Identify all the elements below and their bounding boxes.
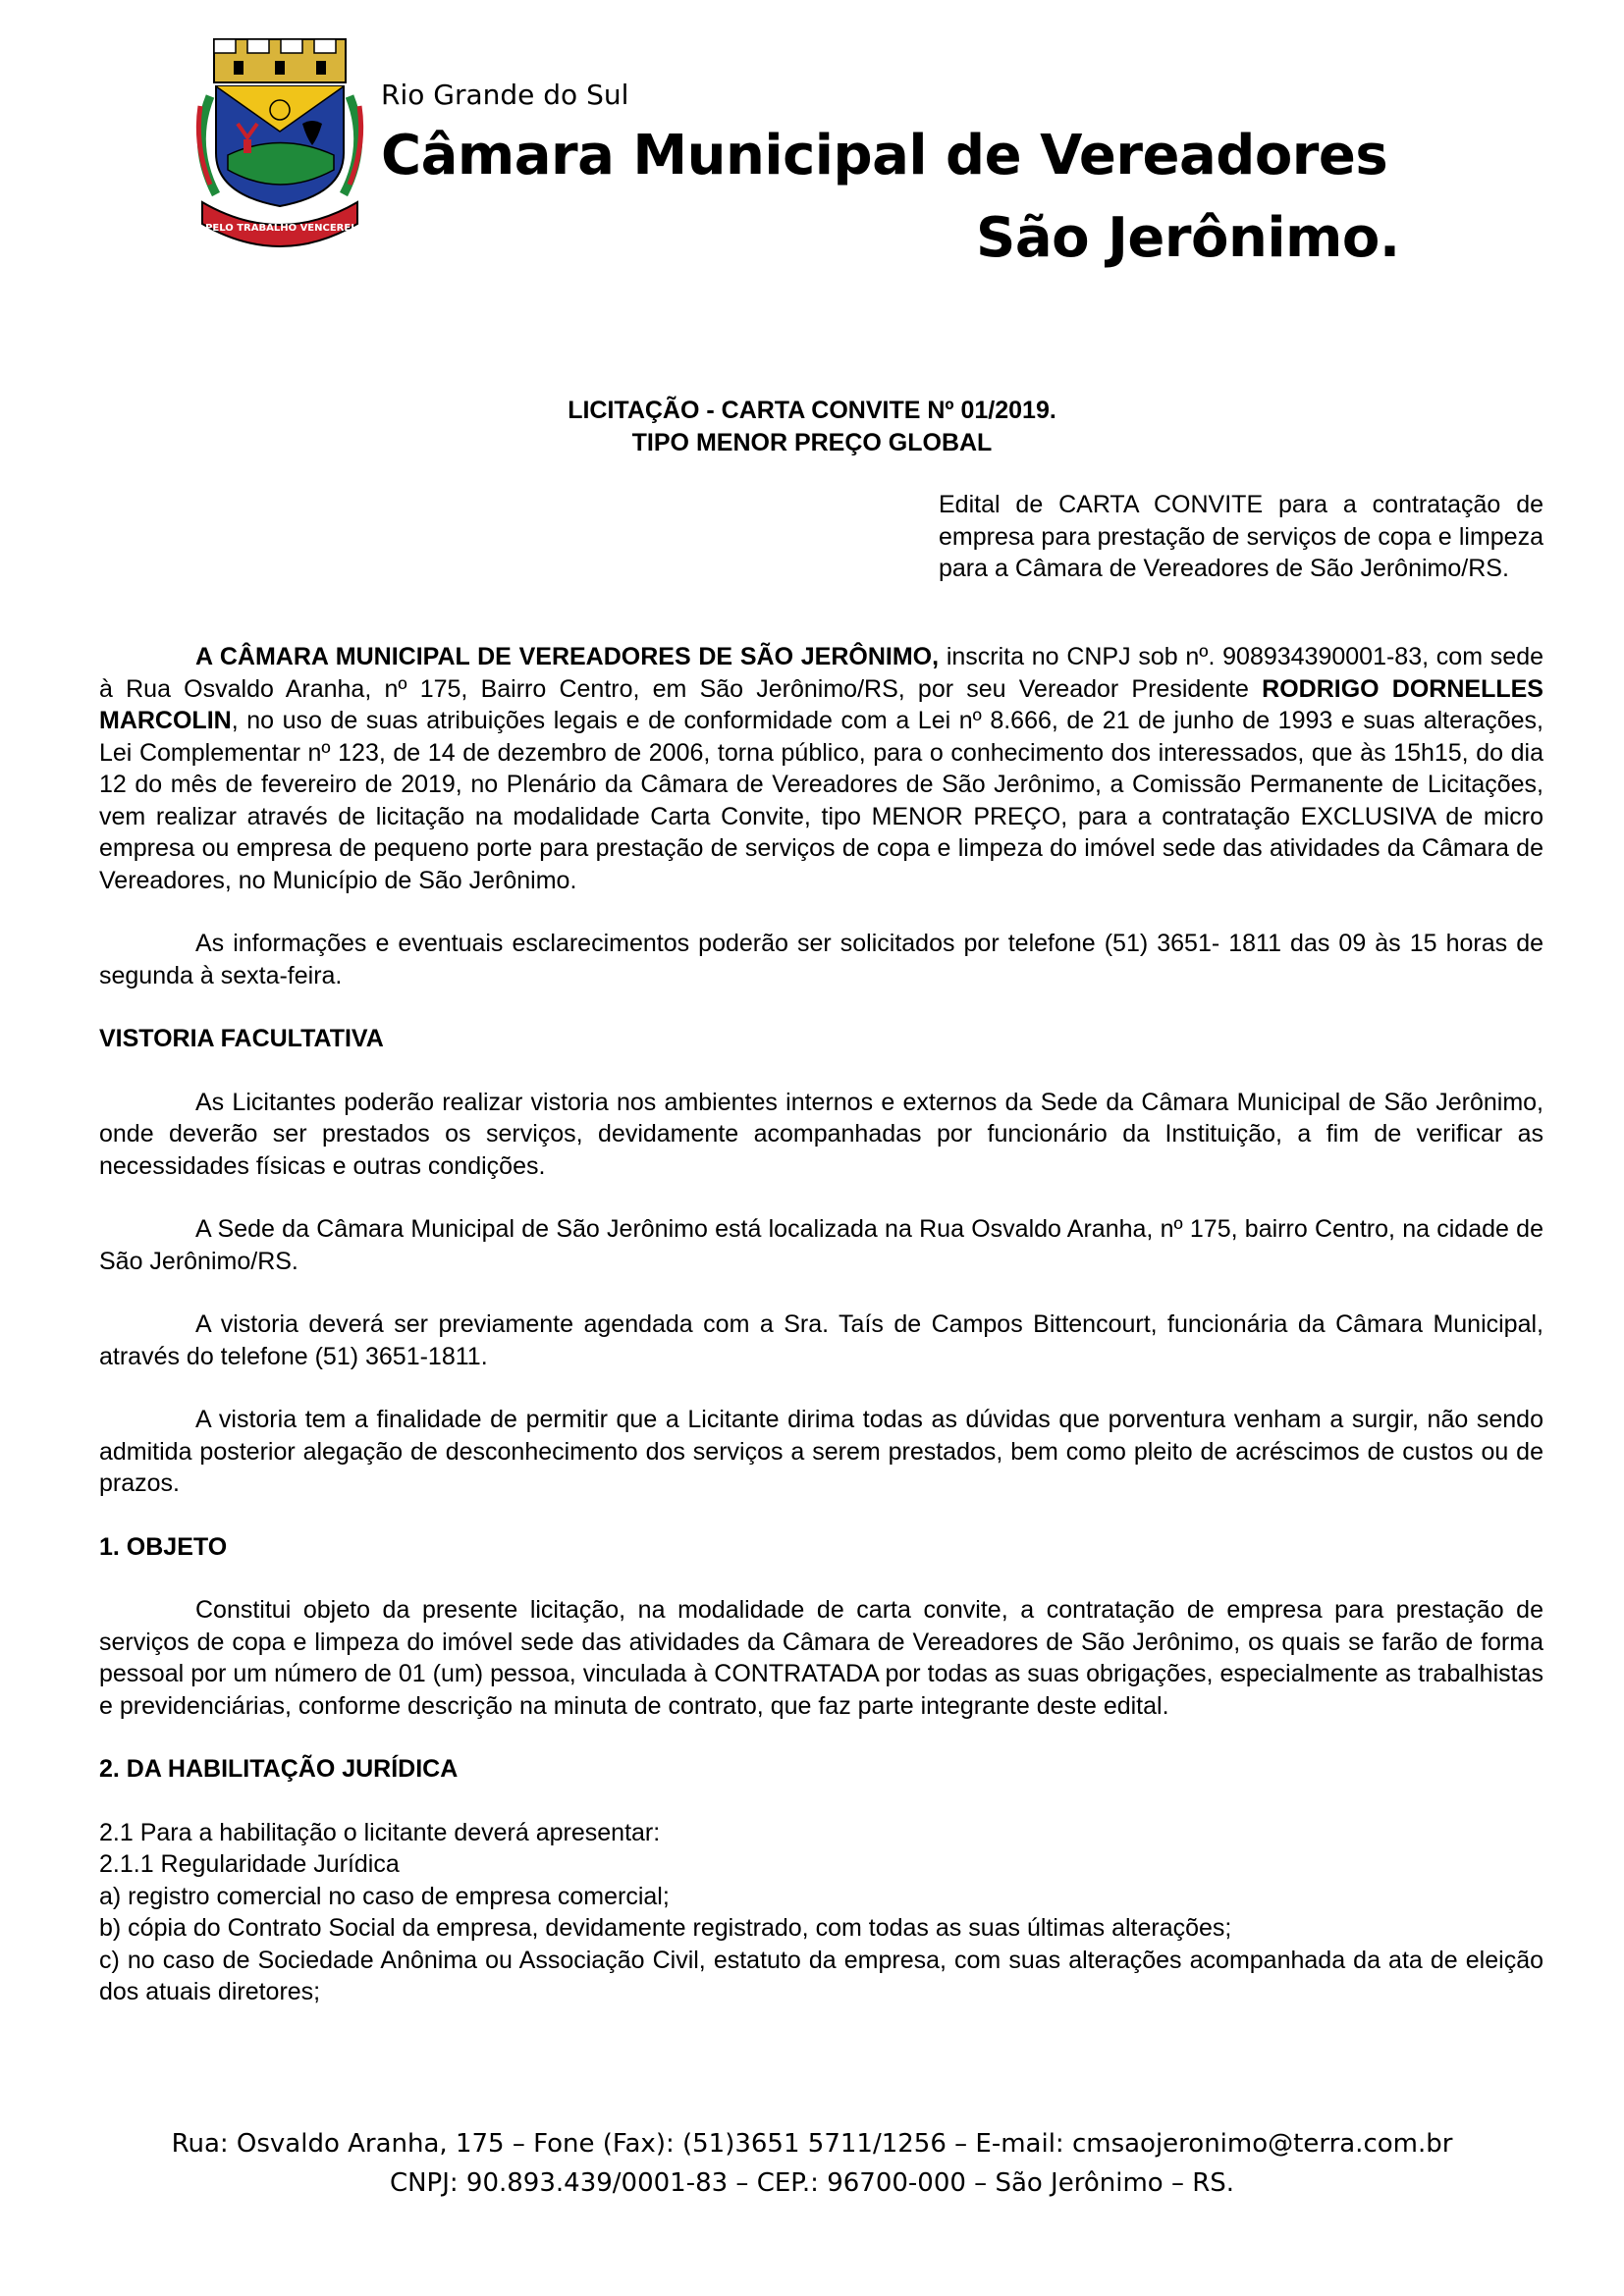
header-title: Câmara Municipal de Vereadores xyxy=(381,124,1388,187)
intro-bold-name: RODRIGO DORNELLES MARCOLIN xyxy=(99,674,1543,734)
list-item: 2.1.1 Regularidade Jurídica xyxy=(99,1850,400,1878)
vistoria-heading: VISTORIA FACULTATIVA xyxy=(99,1025,384,1052)
page-footer xyxy=(0,2124,1624,2203)
header-region: Rio Grande do Sul xyxy=(381,79,629,111)
vistoria-paragraph-2: A Sede da Câmara Municipal de São Jerônimo está localizada na Rua Osvaldo Aranha, nº 175, bairro Centro, na cidade de São Jerônimo/RS. xyxy=(99,1215,1543,1275)
mural-crown xyxy=(214,39,346,82)
list-item: a) registro comercial no caso de empresa comercial; xyxy=(99,1882,670,1910)
list-item: b) cópia do Contrato Social da empresa, devidamente registrado, com todas as suas últimas alterações; xyxy=(99,1914,1232,1942)
info-paragraph: As informações e eventuais esclarecimentos poderão ser solicitados por telefone (51) 3651- 1811 das 09 às 15 horas de segunda à sexta-feira. xyxy=(99,930,1543,989)
habilitacao-list xyxy=(99,1817,1543,2008)
list-item: 2.1 Para a habilitação o licitante deverá apresentar: xyxy=(99,1818,661,1846)
vistoria-paragraph-3: A vistoria deverá ser previamente agendada com a Sra. Taís de Campos Bittencourt, funcionária da Câmara Municipal, através do telefone (51) 3651-1811. xyxy=(99,1310,1543,1370)
footer-cnpj: CNPJ: 90.893.439/0001-83 – CEP.: 96700-000 – São Jerônimo – RS. xyxy=(389,2168,1235,2198)
intro-text-1: inscrita no CNPJ sob nº. 908934390001-83, com sede à Rua Osvaldo Aranha, nº 175, Bairro Centro, em São Jerônimo/RS, por seu Vereador Presidente xyxy=(99,643,1544,703)
edital-summary: Edital de CARTA CONVITE para a contratação de empresa para prestação de serviços de copa e limpeza para a Câmara de Vereadores de São Jerônimo/RS. xyxy=(939,491,1543,582)
objeto-heading: 1. OBJETO xyxy=(99,1532,228,1561)
header-subtitle: São Jerônimo. xyxy=(976,206,1400,270)
intro-text-2: , no uso de suas atribuições legais e de conformidade com a Lei nº 8.666, de 21 de junho de 1993 e suas alterações, Lei Complementar nº 123, de 14 de dezembro de 2006, torna público, para o conhecimento dos interessados, que às 15h15, do dia 12 do mês de fevereiro de 2019, no Plenário da Câmara de Vereadores de São Jerônimo, a Comissão Permanente de Licitações, vem realizar através de licitação na modalidade Carta Convite, tipo MENOR PREÇO, para a contratação EXCLUSIVA de micro empresa ou empresa de pequeno porte para prestação de serviços de copa e limpeza do imóvel sede das atividades da Câmara de Vereadores, no Município de São Jerônimo. xyxy=(99,707,1543,894)
crest-motto: PELO TRABALHO VENCEREI xyxy=(205,223,354,234)
intro-bold-start: A CÂMARA MUNICIPAL DE VEREADORES DE SÃO JERÔNIMO, xyxy=(195,643,940,670)
intro-paragraph xyxy=(99,641,1543,896)
document-body xyxy=(99,641,1543,2008)
vistoria-paragraph-1: As Licitantes poderão realizar vistoria nos ambientes internos e externos da Sede da Câmara Municipal de São Jerônimo, onde deverão ser prestados os serviços, devidamente acompanhadas por funcionário da Instituição, a fim de verificar as necessidades físicas e outras condições. xyxy=(99,1088,1543,1180)
vistoria-paragraph-4: A vistoria tem a finalidade de permitir que a Licitante dirima todas as dúvidas que porventura venham a surgir, não sendo admitida posterior alegação de desconhecimento dos serviços a serem prestados, bem como pleito de acréscimos de custos ou de prazos. xyxy=(99,1406,1543,1497)
habilitacao-heading: 2. DA HABILITAÇÃO JURÍDICA xyxy=(99,1755,459,1783)
document-title xyxy=(0,395,1624,459)
footer-address: Rua: Osvaldo Aranha, 175 – Fone (Fax): (51)3651 5711/1256 – E-mail: cmsaojeronimo@terra.com.br xyxy=(171,2129,1453,2159)
objeto-paragraph: Constitui objeto da presente licitação, na modalidade de carta convite, a contratação de empresa para prestação de serviços de copa e limpeza do imóvel sede das atividades da Câmara de Vereadores de São Jerônimo, os quais se farão de forma pessoal por um número de 01 (um) pessoa, vinculada à CONTRATADA por todas as suas obrigações, especialmente as trabalhistas e previdenciárias, conforme descrição na minuta de contrato, que faz parte integrante deste edital. xyxy=(99,1596,1543,1720)
coat-of-arms-logo xyxy=(187,37,373,251)
list-item: c) no caso de Sociedade Anônima ou Associação Civil, estatuto da empresa, com suas alterações acompanhada da ata de eleição dos atuais diretores; xyxy=(99,1946,1543,2005)
document-title-line2: TIPO MENOR PREÇO GLOBAL xyxy=(631,429,993,456)
document-title-line1: LICITAÇÃO - CARTA CONVITE Nº 01/2019. xyxy=(568,397,1056,424)
